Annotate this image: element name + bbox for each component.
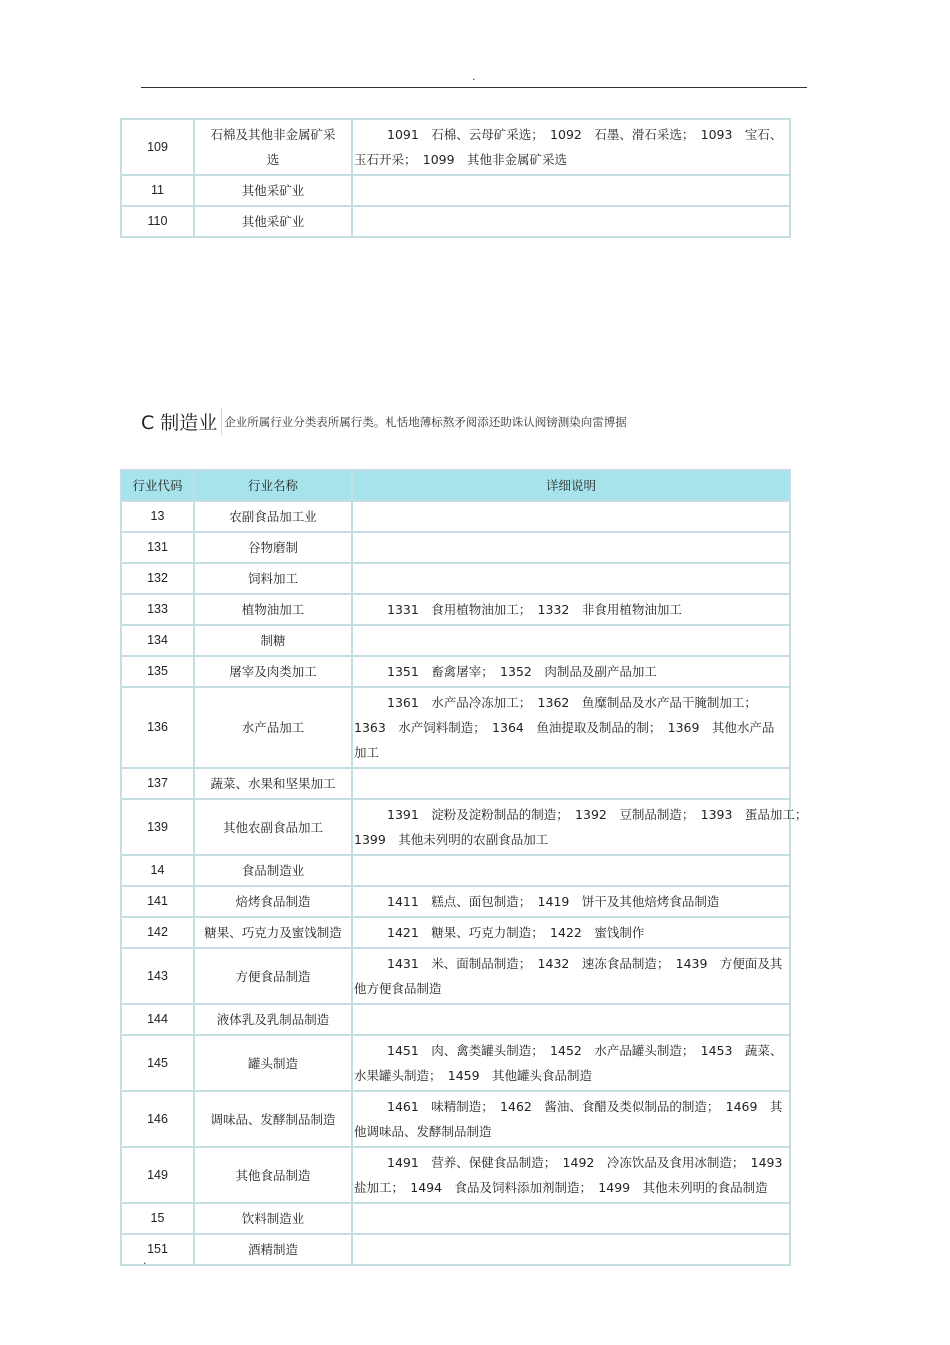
- description-line: 1461 味精制造； 1462 酱油、食醋及类似制品的制造； 1469 其: [387, 1099, 783, 1114]
- industry-code: 132: [121, 563, 194, 594]
- table-row: [121, 175, 790, 206]
- industry-name: [194, 799, 352, 855]
- table-row: [121, 948, 790, 1004]
- industry-name: [194, 768, 352, 799]
- industry-name: [194, 1004, 352, 1035]
- table-row: [121, 1004, 790, 1035]
- industry-description: [352, 501, 790, 532]
- description-line: 水果罐头制造； 1459 其他罐头食品制造: [354, 1068, 593, 1083]
- industry-name-line: 水产品加工: [241, 720, 305, 735]
- header-name: 行业名称: [194, 470, 352, 501]
- industry-code: 15: [121, 1203, 194, 1234]
- industry-code: 109: [121, 119, 194, 175]
- description-line: 加工: [354, 745, 380, 760]
- section-heading: [141, 408, 627, 435]
- industry-code: 13: [121, 501, 194, 532]
- industry-code: 139: [121, 799, 194, 855]
- description-line: 玉石开采； 1099 其他非金属矿采选: [354, 152, 568, 167]
- industry-name: [194, 1203, 352, 1234]
- industry-description: [352, 1147, 790, 1203]
- industry-name: [194, 206, 352, 237]
- table-row: [121, 1147, 790, 1203]
- industry-name-line: 其他采矿业: [241, 183, 305, 198]
- industry-name: [194, 119, 352, 175]
- industry-description: [352, 687, 790, 768]
- industry-code: 145: [121, 1035, 194, 1091]
- table-row: [121, 1203, 790, 1234]
- industry-description: [352, 175, 790, 206]
- industry-name-line: 酒精制造: [247, 1242, 298, 1257]
- industry-description: [352, 1234, 790, 1265]
- industry-name-line: 食品制造业: [241, 863, 305, 878]
- industry-code: 134: [121, 625, 194, 656]
- industry-description: [352, 917, 790, 948]
- industry-description: [352, 799, 808, 855]
- industry-name: [194, 594, 352, 625]
- description-line: 1421 糖果、巧克力制造； 1422 蜜饯制作: [387, 925, 645, 940]
- industry-description: [352, 119, 790, 175]
- industry-description: [352, 1203, 790, 1234]
- description-line: 1363 水产饲料制造； 1364 鱼油提取及制品的制； 1369 其他水产品: [354, 720, 775, 735]
- industry-name-line: 制糖: [260, 633, 286, 648]
- industry-name: [194, 563, 352, 594]
- industry-name-line: 罐头制造: [247, 1055, 298, 1071]
- industry-description: [352, 886, 790, 917]
- industry-name: [194, 687, 352, 768]
- table-row: [121, 1234, 790, 1265]
- industry-code: 143: [121, 948, 194, 1004]
- industry-description: [352, 563, 790, 594]
- table-row: [121, 917, 790, 948]
- industry-name: [194, 501, 352, 532]
- table-row: [121, 768, 790, 799]
- header-desc: 详细说明: [352, 470, 790, 501]
- industry-name-line: 屠宰及肉类加工: [229, 664, 317, 679]
- industry-name-line: 农副食品加工业: [229, 509, 317, 524]
- description-line: 盐加工； 1494 食品及饲料添加剂制造； 1499 其他未列明的食品制造: [354, 1180, 768, 1195]
- industry-description: [352, 1091, 790, 1147]
- industry-description: [352, 1035, 790, 1091]
- industry-description: [352, 768, 790, 799]
- table-row: [121, 625, 790, 656]
- description-line: 1331 食用植物油加工； 1332 非食用植物油加工: [387, 602, 682, 617]
- industry-description: [352, 1004, 790, 1035]
- industry-code: 135: [121, 656, 194, 687]
- table-row: [121, 656, 790, 687]
- industry-name: [194, 1035, 352, 1091]
- industry-name-line: 其他采矿业: [241, 214, 305, 229]
- industry-code: 149: [121, 1147, 194, 1203]
- industry-code: 146: [121, 1091, 194, 1147]
- industry-name: [194, 175, 352, 206]
- industry-name-line: 石棉及其他非金属矿采: [210, 127, 336, 142]
- description-line: 1411 糕点、面包制造； 1419 饼干及其他焙烤食品制造: [387, 894, 720, 909]
- industry-name-line: 蔬菜、水果和坚果加工: [210, 776, 336, 791]
- industry-name: [194, 1091, 352, 1147]
- industry-description: [352, 855, 790, 886]
- table-row: [121, 687, 790, 768]
- industry-name-line: 方便食品制造: [235, 968, 311, 984]
- industry-name-line: 植物油加工: [241, 602, 305, 617]
- industry-name: [194, 1234, 352, 1265]
- table-row: [121, 563, 790, 594]
- table-row: [121, 799, 790, 855]
- description-line: 1491 营养、保健食品制造； 1492 冷冻饮品及食用冰制造； 1493: [387, 1155, 783, 1170]
- industry-code: 151: [121, 1234, 194, 1265]
- section-note: 企业所属行业分类表所属行类。札恬地薄标熬矛阅添还助诛认阀镑测染向雷博据: [224, 414, 627, 429]
- table-row: [121, 1091, 790, 1147]
- industry-code: 142: [121, 917, 194, 948]
- industry-name-line: 糖果、巧克力及蜜饯制造: [204, 925, 342, 940]
- description-line: 1361 水产品冷冻加工； 1362 鱼糜制品及水产品干腌制加工；: [387, 695, 757, 710]
- table-header-row: [121, 470, 790, 501]
- table-row: [121, 1035, 790, 1091]
- industry-code: 136: [121, 687, 194, 768]
- industry-code: 11: [121, 175, 194, 206]
- description-line: 1391 淀粉及淀粉制品的制造； 1392 豆制品制造； 1393 蛋品加工；: [387, 807, 808, 822]
- industry-name-line: 其他农副食品加工: [222, 819, 323, 835]
- description-line: 1351 畜禽屠宰； 1352 肉制品及副产品加工: [387, 664, 657, 679]
- industry-name-line: 选: [266, 152, 280, 167]
- description-line: 他方便食品制造: [354, 981, 442, 996]
- industry-name-line: 其他食品制造: [235, 1167, 311, 1183]
- industry-code: 131: [121, 532, 194, 563]
- page-header-dot: .: [472, 70, 476, 83]
- industry-code: 133: [121, 594, 194, 625]
- header-code: 行业代码: [121, 470, 194, 501]
- industry-code: 14: [121, 855, 194, 886]
- industry-name: [194, 532, 352, 563]
- industry-description: [352, 206, 790, 237]
- industry-code: 137: [121, 768, 194, 799]
- industry-name-line: 调味品、发酵制品制造: [210, 1111, 336, 1127]
- industry-description: [352, 625, 790, 656]
- table-row: [121, 532, 790, 563]
- industry-name: [194, 917, 352, 948]
- description-line: 1399 其他未列明的农副食品加工: [354, 832, 549, 847]
- industry-name-line: 谷物磨制: [247, 540, 298, 555]
- table-row: [121, 501, 790, 532]
- industry-name-line: 液体乳及乳制品制造: [216, 1012, 330, 1027]
- description-line: 1451 肉、禽类罐头制造； 1452 水产品罐头制造； 1453 蔬菜、: [387, 1043, 783, 1058]
- description-line: 他调味品、发酵制品制造: [354, 1124, 492, 1139]
- table-manufacturing: [120, 469, 808, 1266]
- industry-name: [194, 855, 352, 886]
- industry-description: [352, 656, 790, 687]
- industry-code: 144: [121, 1004, 194, 1035]
- table-row: [121, 886, 790, 917]
- industry-name-line: 焙烤食品制造: [235, 894, 311, 909]
- industry-name: [194, 656, 352, 687]
- industry-description: [352, 594, 790, 625]
- industry-name: [194, 886, 352, 917]
- industry-name: [194, 948, 352, 1004]
- industry-name: [194, 625, 352, 656]
- industry-description: [352, 532, 790, 563]
- table-mining-continued: [120, 118, 791, 238]
- industry-name: [194, 1147, 352, 1203]
- industry-code: 110: [121, 206, 194, 237]
- table-row: [121, 119, 790, 175]
- section-title: C 制造业: [141, 408, 222, 435]
- table-row: [121, 855, 790, 886]
- table-row: [121, 594, 790, 625]
- industry-name-line: 饲料加工: [247, 571, 298, 586]
- table-row: [121, 206, 790, 237]
- page-footer-dot: .: [143, 1254, 147, 1267]
- industry-name-line: 饮料制造业: [241, 1211, 305, 1226]
- description-line: 1091 石棉、云母矿采选； 1092 石墨、滑石采选； 1093 宝石、: [387, 127, 783, 142]
- description-line: 1431 米、面制品制造； 1432 速冻食品制造； 1439 方便面及其: [387, 956, 783, 971]
- header-rule: [141, 87, 807, 88]
- industry-code: 141: [121, 886, 194, 917]
- industry-description: [352, 948, 790, 1004]
